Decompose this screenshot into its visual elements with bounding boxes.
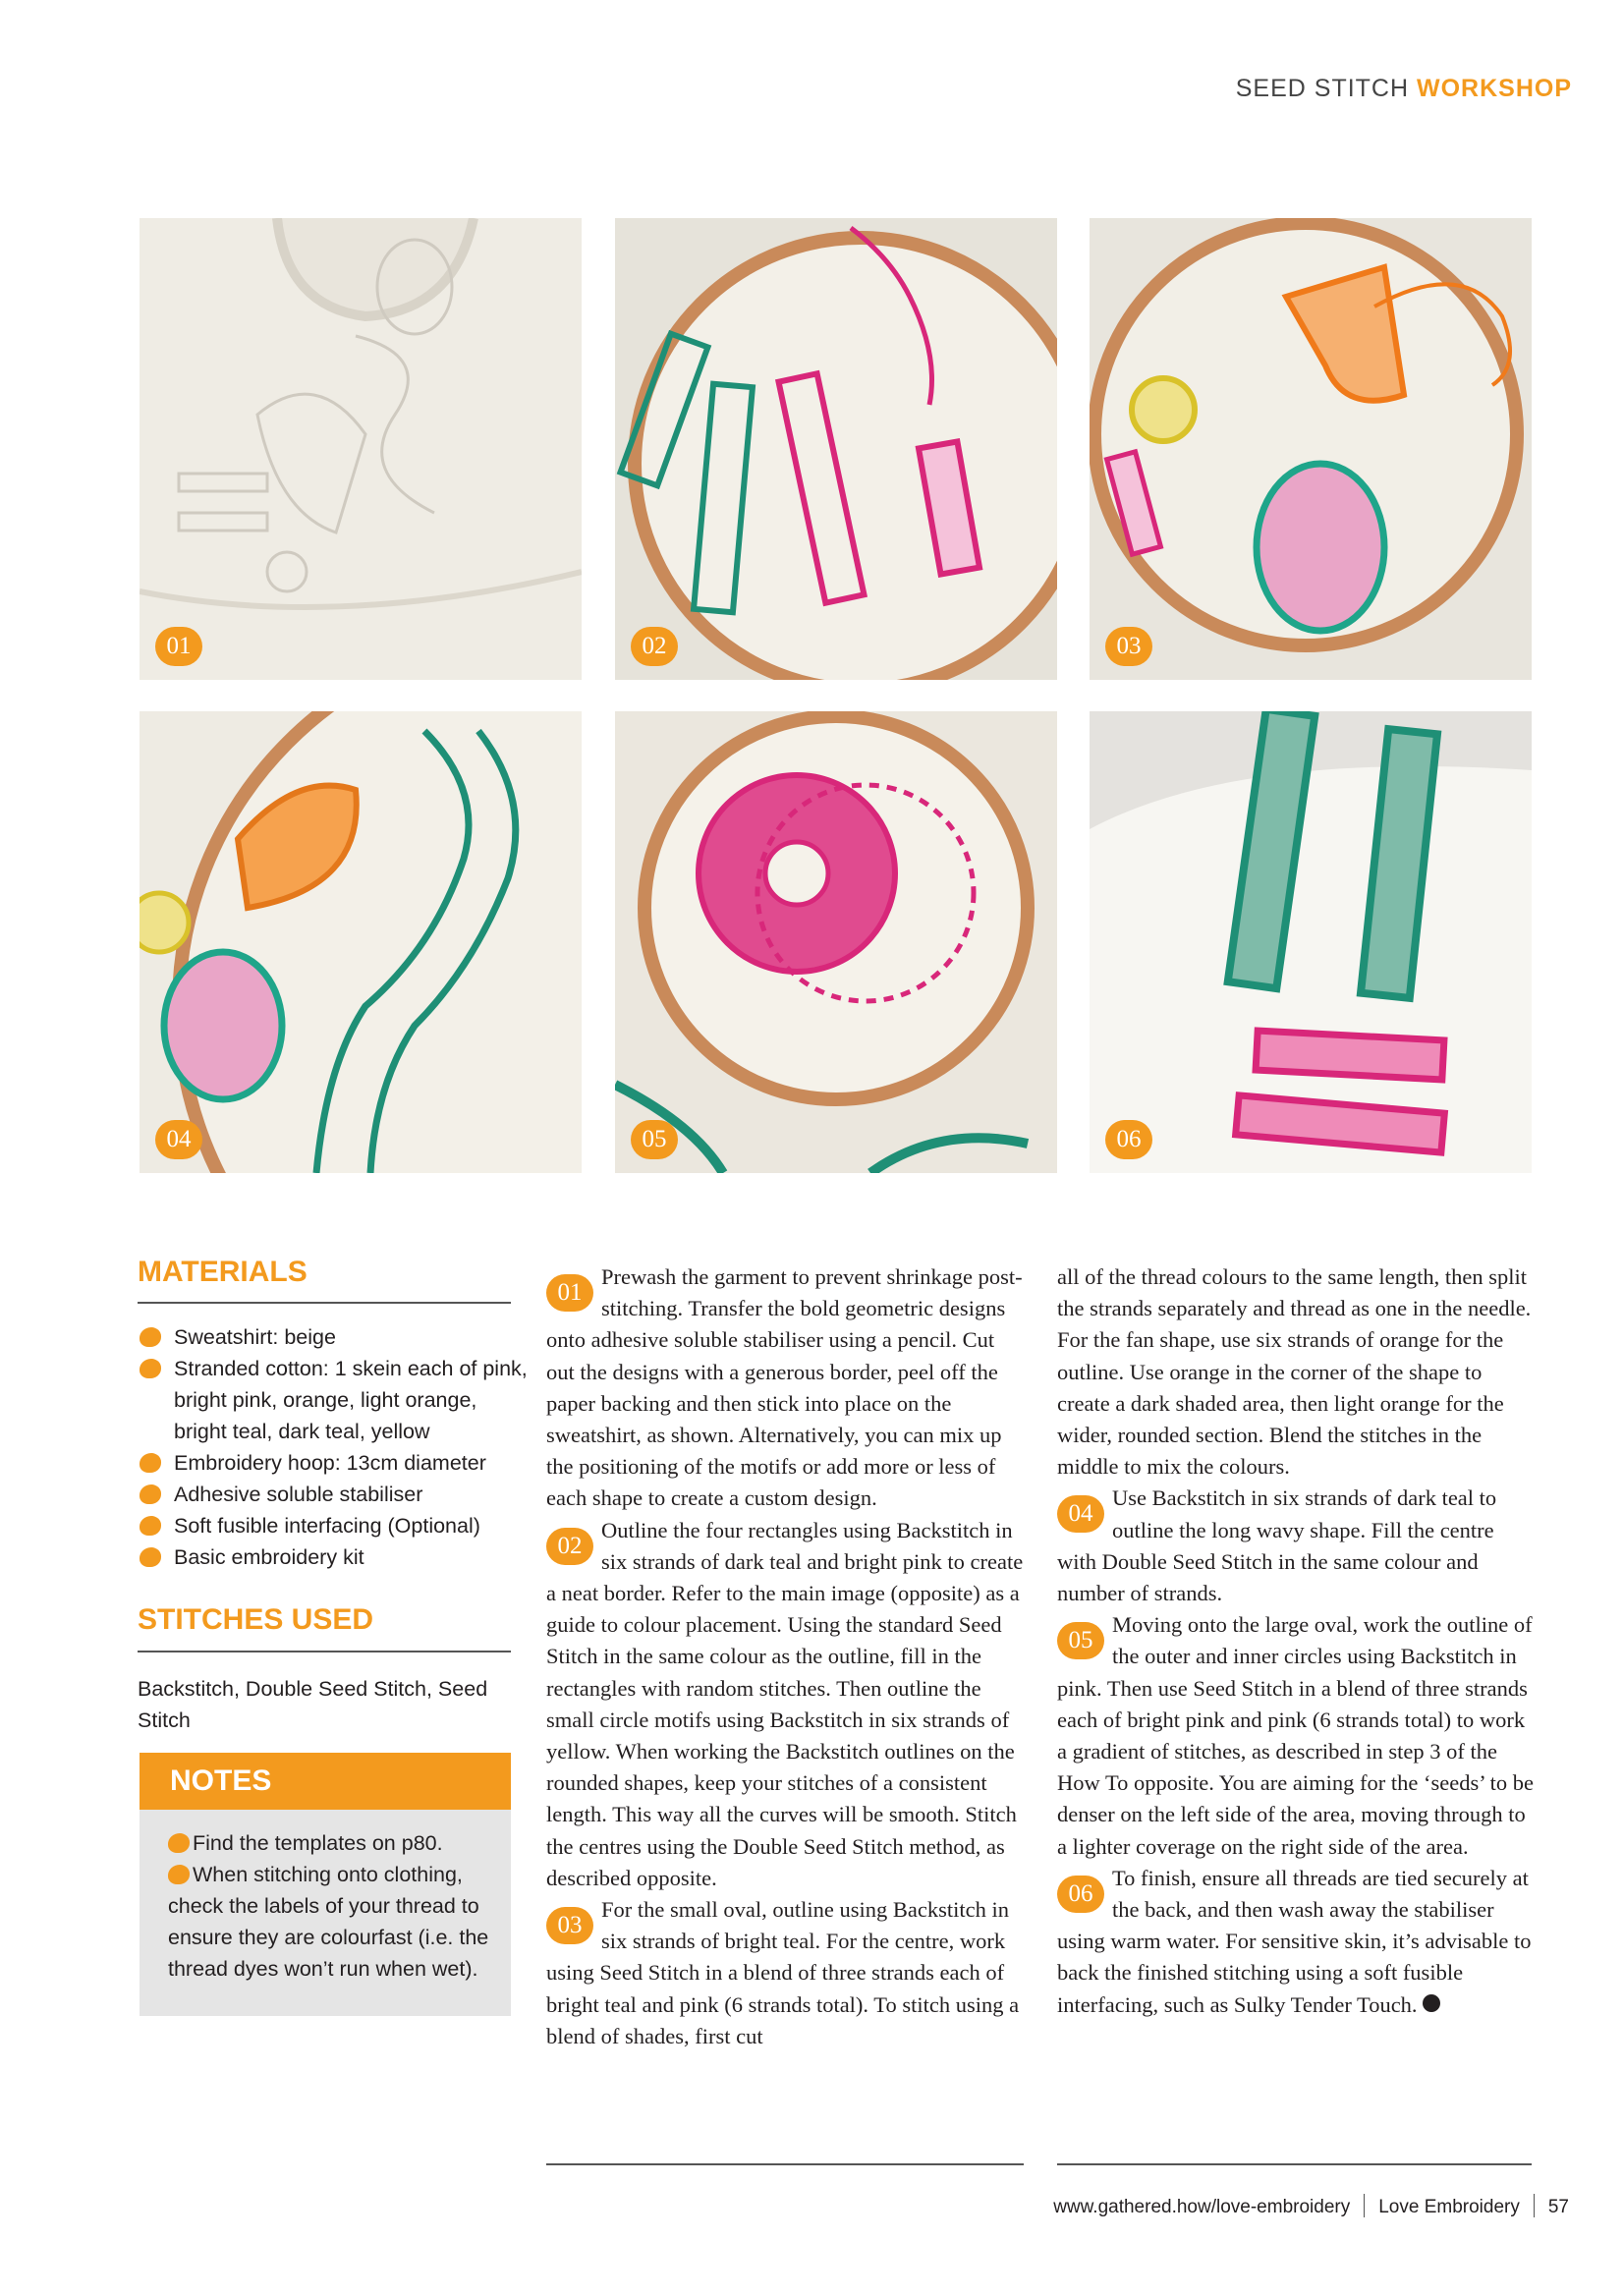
step-03 xyxy=(546,1894,1028,2052)
instructions-column-2 xyxy=(1057,1261,1536,2021)
bullet-icon xyxy=(140,1516,161,1536)
hoop-with-teal-wavy-shape-icon xyxy=(140,711,582,1173)
hoop-with-orange-fan-and-oval-icon xyxy=(1090,218,1532,680)
bullet-icon xyxy=(140,1327,161,1347)
step-number-badge: 06 xyxy=(1057,1876,1104,1913)
step-text: Outline the four rectangles using Backstitch in six strands of dark teal and bright pink to create a neat border. Refer to the main image (opposite) as a guide to colour placement. Using the standard Seed Stitch in the same colour as the outline, fill in the rectangles with random stitches. Then outline the small circle motifs using Backstitch in six strands of yellow. When working the Backstitch outlines on the rounded shapes, keep your stitches of a consistent length. This way all the curves will be smooth. Stitch the centres using the Double Seed Stitch method, as described opposite. xyxy=(546,1517,1024,1890)
notes-box xyxy=(140,1753,511,2016)
photo-label: 04 xyxy=(155,1120,202,1159)
photo-label: 02 xyxy=(631,627,678,666)
bullet-icon xyxy=(140,1453,161,1473)
notes-list xyxy=(168,1827,492,1985)
step-photo-04 xyxy=(140,711,582,1173)
hoop-with-teal-and-pink-rectangles-icon xyxy=(615,218,1057,680)
step-number-badge: 01 xyxy=(546,1274,593,1312)
step-photo-03 xyxy=(1090,218,1532,680)
material-text: Soft fusible interfacing (Optional) xyxy=(174,1514,480,1538)
material-text: Stranded cotton: 1 skein each of pink, bright pink, orange, light orange, bright teal, dark teal, yellow xyxy=(174,1357,528,1443)
header-accent: WORKSHOP xyxy=(1417,75,1572,102)
step-number-badge: 05 xyxy=(1057,1622,1104,1659)
footer-magazine: Love Embroidery xyxy=(1378,2197,1520,2217)
step-number-badge: 04 xyxy=(1057,1495,1104,1533)
step-03-continued: all of the thread colours to the same length, then split the strands separately and thread as one in the needle. For the fan shape, use six strands of orange for the outline. Use orange in the corner of the shape to create a dark shaded area, then light orange for the wider, rounded section. Blend the stitches in the middle to mix the colours. xyxy=(1057,1264,1532,1480)
step-text: Prewash the garment to prevent shrinkage post-stitching. Transfer the bold geometric designs onto adhesive soluble stabiliser using a pencil. Cut out the designs with a generous border, peel off the paper backing and then stick into place on the sweatshirt, as shown. Alternatively, you can mix up the positioning of the motifs or add more or less of each shape to create a custom design. xyxy=(546,1264,1023,1511)
photo-label: 05 xyxy=(631,1120,678,1159)
list-item xyxy=(138,1447,531,1479)
list-item xyxy=(168,1827,492,1859)
materials-rule xyxy=(138,1302,511,1304)
note-text: When stitching onto clothing, check the labels of your thread to ensure they are colourfast (i.e. the thread dyes won’t run when wet). xyxy=(168,1863,489,1981)
page-number: 57 xyxy=(1547,2197,1569,2217)
hoop-with-pink-circle-icon xyxy=(615,711,1057,1173)
footer-url[interactable]: www.gathered.how/love-embroidery xyxy=(1053,2197,1351,2217)
section-header xyxy=(1236,75,1572,103)
materials-list xyxy=(138,1321,531,1573)
bullet-icon xyxy=(140,1359,161,1378)
footer-divider xyxy=(1534,2194,1535,2217)
list-item xyxy=(138,1321,531,1353)
photo-label: 06 xyxy=(1105,1120,1152,1159)
step-06 xyxy=(1057,1863,1536,2021)
material-text: Basic embroidery kit xyxy=(174,1545,364,1569)
list-item xyxy=(138,1353,531,1447)
step-photo-06 xyxy=(1090,711,1532,1173)
photo-label: 03 xyxy=(1105,627,1152,666)
stitches-text: Backstitch, Double Seed Stitch, Seed Stitch xyxy=(138,1677,488,1732)
sweatshirt-with-transferred-designs-icon xyxy=(140,218,582,680)
page-footer xyxy=(1053,2194,1569,2218)
bullet-icon xyxy=(168,1833,190,1853)
finished-stitching-close-up-icon xyxy=(1090,711,1532,1173)
step-02 xyxy=(546,1515,1028,1894)
end-mark-icon xyxy=(1423,1994,1440,2012)
note-text: Find the templates on p80. xyxy=(193,1831,443,1855)
instructions-column-1 xyxy=(546,1261,1028,2052)
bullet-icon xyxy=(140,1484,161,1504)
list-item xyxy=(138,1510,531,1541)
column-1-rule xyxy=(546,2163,1024,2165)
column-2-rule xyxy=(1057,2163,1532,2165)
step-text: Moving onto the large oval, work the outline of the outer and inner circles using Backstitch in pink. Then use Seed Stitch in a blend of three strands each of bright pink and pink (6 strands total) to work a gradient of stitches, as described in step 3 of the How To opposite. You are aiming for the ‘seeds’ to be denser on the left side of the area, moving through to a lighter coverage on the right side of the area. xyxy=(1057,1612,1535,1859)
material-text: Sweatshirt: beige xyxy=(174,1325,336,1349)
step-01 xyxy=(546,1261,1028,1515)
step-text: To finish, ensure all threads are tied securely at the back, and then wash away the stabiliser using warm water. For sensitive skin, it’s advisable to back the finished stitching using a soft fusible interfacing, such as Sulky Tender Touch. xyxy=(1057,1865,1532,2017)
materials-heading: MATERIALS xyxy=(138,1256,308,1288)
bullet-icon xyxy=(168,1865,190,1884)
footer-divider xyxy=(1364,2194,1365,2217)
bullet-icon xyxy=(140,1547,161,1567)
header-prefix: SEED STITCH xyxy=(1235,75,1417,102)
photo-label: 01 xyxy=(155,627,202,666)
notes-heading: NOTES xyxy=(140,1753,511,1810)
list-item xyxy=(138,1541,531,1573)
step-text: For the small oval, outline using Backstitch in six strands of bright teal. For the centre, work using Seed Stitch in a blend of three strands each of bright teal and pink (6 strands total). To stitch using a blend of shades, first cut xyxy=(546,1897,1020,2048)
stitches-heading: STITCHES USED xyxy=(138,1603,374,1636)
step-photo-01 xyxy=(140,218,582,680)
step-photo-02 xyxy=(615,218,1057,680)
material-text: Adhesive soluble stabiliser xyxy=(174,1483,423,1506)
step-04 xyxy=(1057,1483,1536,1609)
list-item xyxy=(138,1479,531,1510)
step-number-badge: 02 xyxy=(546,1528,593,1565)
step-number-badge: 03 xyxy=(546,1907,593,1944)
material-text: Embroidery hoop: 13cm diameter xyxy=(174,1451,486,1475)
step-text: Use Backstitch in six strands of dark teal to outline the long wavy shape. Fill the centre with Double Seed Stitch in the same colour and number of strands. xyxy=(1057,1485,1497,1606)
list-item xyxy=(168,1859,492,1985)
stitches-rule xyxy=(138,1651,511,1652)
step-05 xyxy=(1057,1609,1536,1863)
step-photo-05 xyxy=(615,711,1057,1173)
